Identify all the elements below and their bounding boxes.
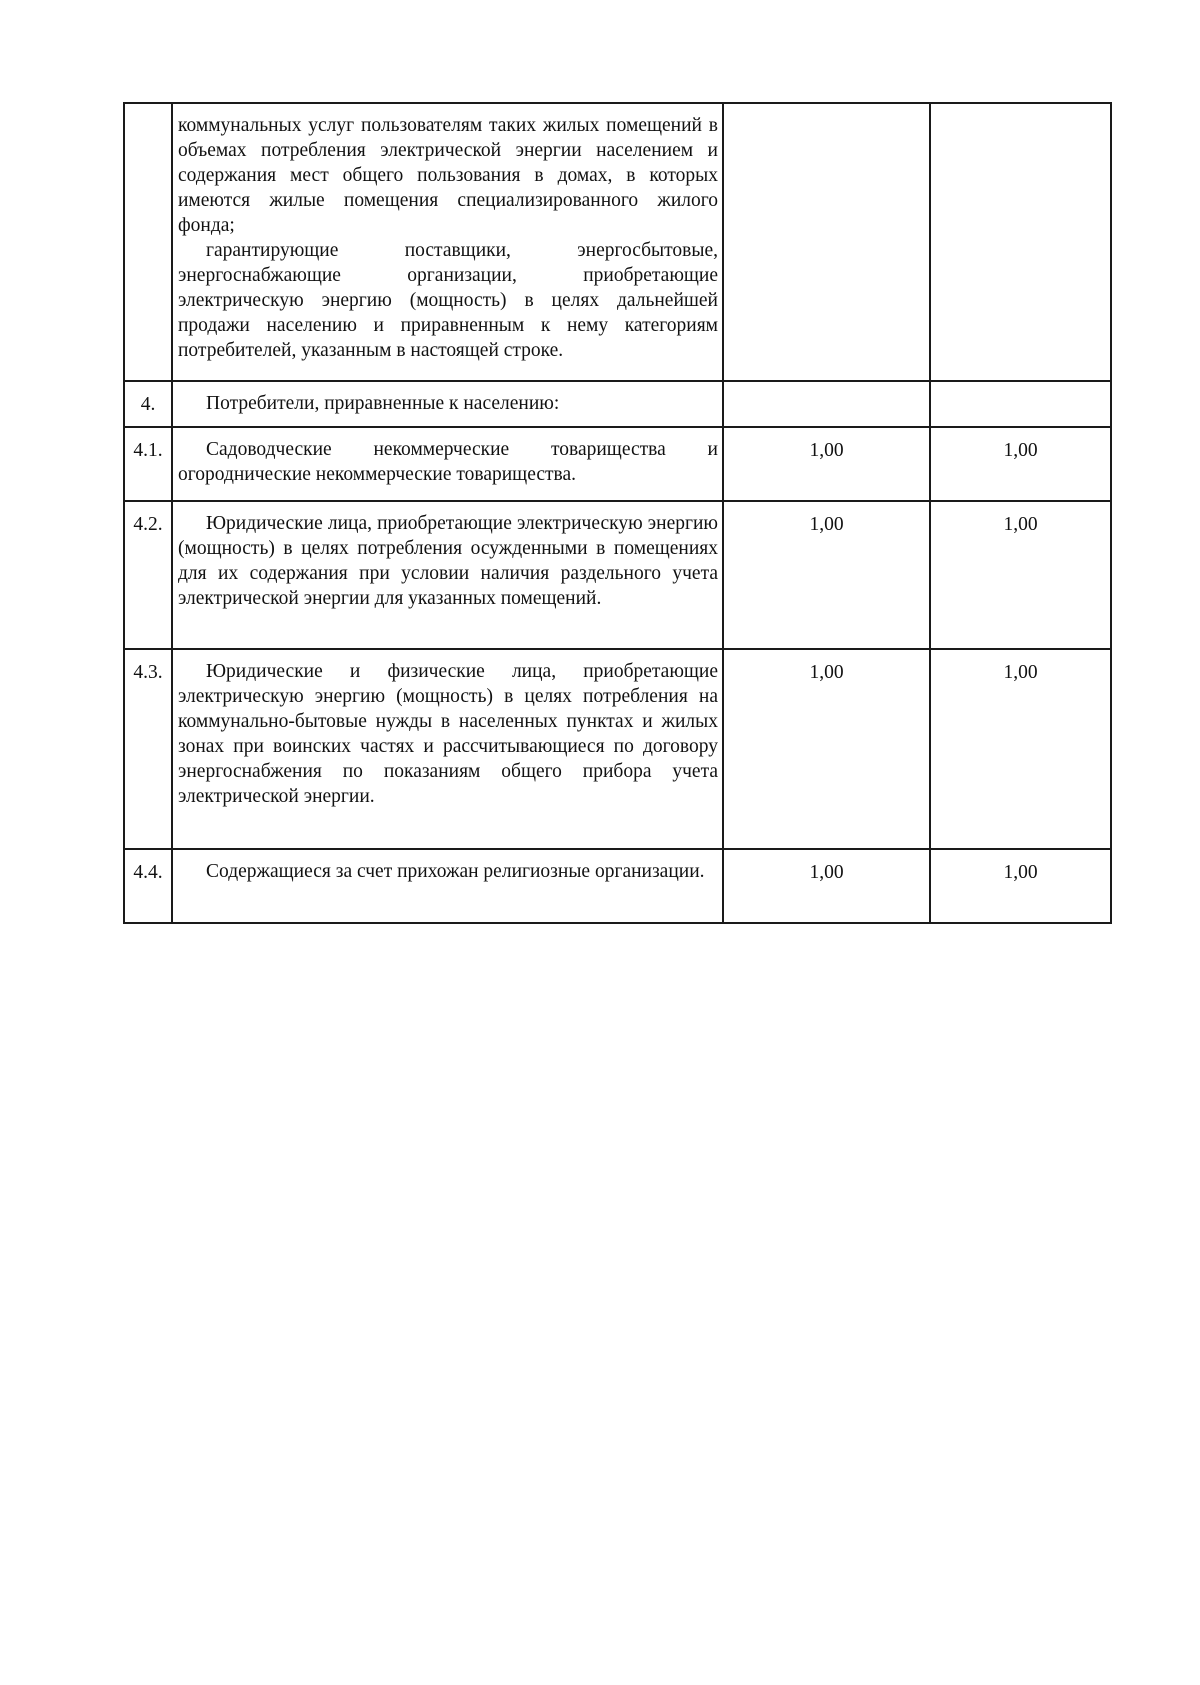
row-description: Потребители, приравненные к населению: — [172, 381, 723, 427]
table-row — [124, 849, 1111, 923]
row-number: 4.3. — [124, 649, 172, 849]
row-value-1: 1,00 — [723, 427, 930, 501]
value-cell-1 — [723, 103, 930, 381]
tariff-coefficient-table — [123, 102, 1112, 924]
row-value-2: 1,00 — [930, 849, 1111, 923]
row-description: Юридические лица, приобретающие электрическую энергию (мощность) в целях потребления осужденными в помещениях для их содержания при условии наличия раздельного учета электрической энергии для указанных помещений. — [172, 501, 723, 649]
row-value-2: 1,00 — [930, 427, 1111, 501]
value-cell-2 — [930, 103, 1111, 381]
row-value-2: 1,00 — [930, 501, 1111, 649]
value-cell-2 — [930, 381, 1111, 427]
row-number: 4.4. — [124, 849, 172, 923]
row-description: Садоводческие некоммерческие товарищества и огороднические некоммерческие товарищества. — [172, 427, 723, 501]
table-row — [124, 649, 1111, 849]
row-value-2: 1,00 — [930, 649, 1111, 849]
row-description: Содержащиеся за счет прихожан религиозные организации. — [172, 849, 723, 923]
row-value-1: 1,00 — [723, 649, 930, 849]
value-cell-1 — [723, 381, 930, 427]
row-number: 4.2. — [124, 501, 172, 649]
row-description-cell — [172, 103, 723, 381]
row-number-cell — [124, 103, 172, 381]
table-row-continuation — [124, 103, 1111, 381]
row-description: Юридические и физические лица, приобретающие электрическую энергию (мощность) в целях потребления на коммунально-бытовые нужды в населенных пунктах и жилых зонах при воинских частях и рассчитывающиеся по договору энергоснабжения по показаниям общего прибора учета электрической энергии. — [172, 649, 723, 849]
continuation-paragraph-2: гарантирующие поставщики, энергосбытовые, энергоснабжающие организации, приобретающие электрическую энергию (мощность) в целях дальнейшей продажи населению и приравненным к нему категориям потребителей, указанным в настоящей строке. — [178, 240, 718, 361]
table-row-section-4 — [124, 381, 1111, 427]
row-number: 4.1. — [124, 427, 172, 501]
table-row — [124, 427, 1111, 501]
row-value-1: 1,00 — [723, 501, 930, 649]
row-value-1: 1,00 — [723, 849, 930, 923]
table-row — [124, 501, 1111, 649]
row-number: 4. — [124, 381, 172, 427]
continuation-paragraph-1: коммунальных услуг пользователям таких жилых помещений в объемах потребления электрической энергии населением и содержания мест общего пользования в домах, в которых имеются жилые помещения специализированного жилого фонда; — [178, 115, 718, 236]
